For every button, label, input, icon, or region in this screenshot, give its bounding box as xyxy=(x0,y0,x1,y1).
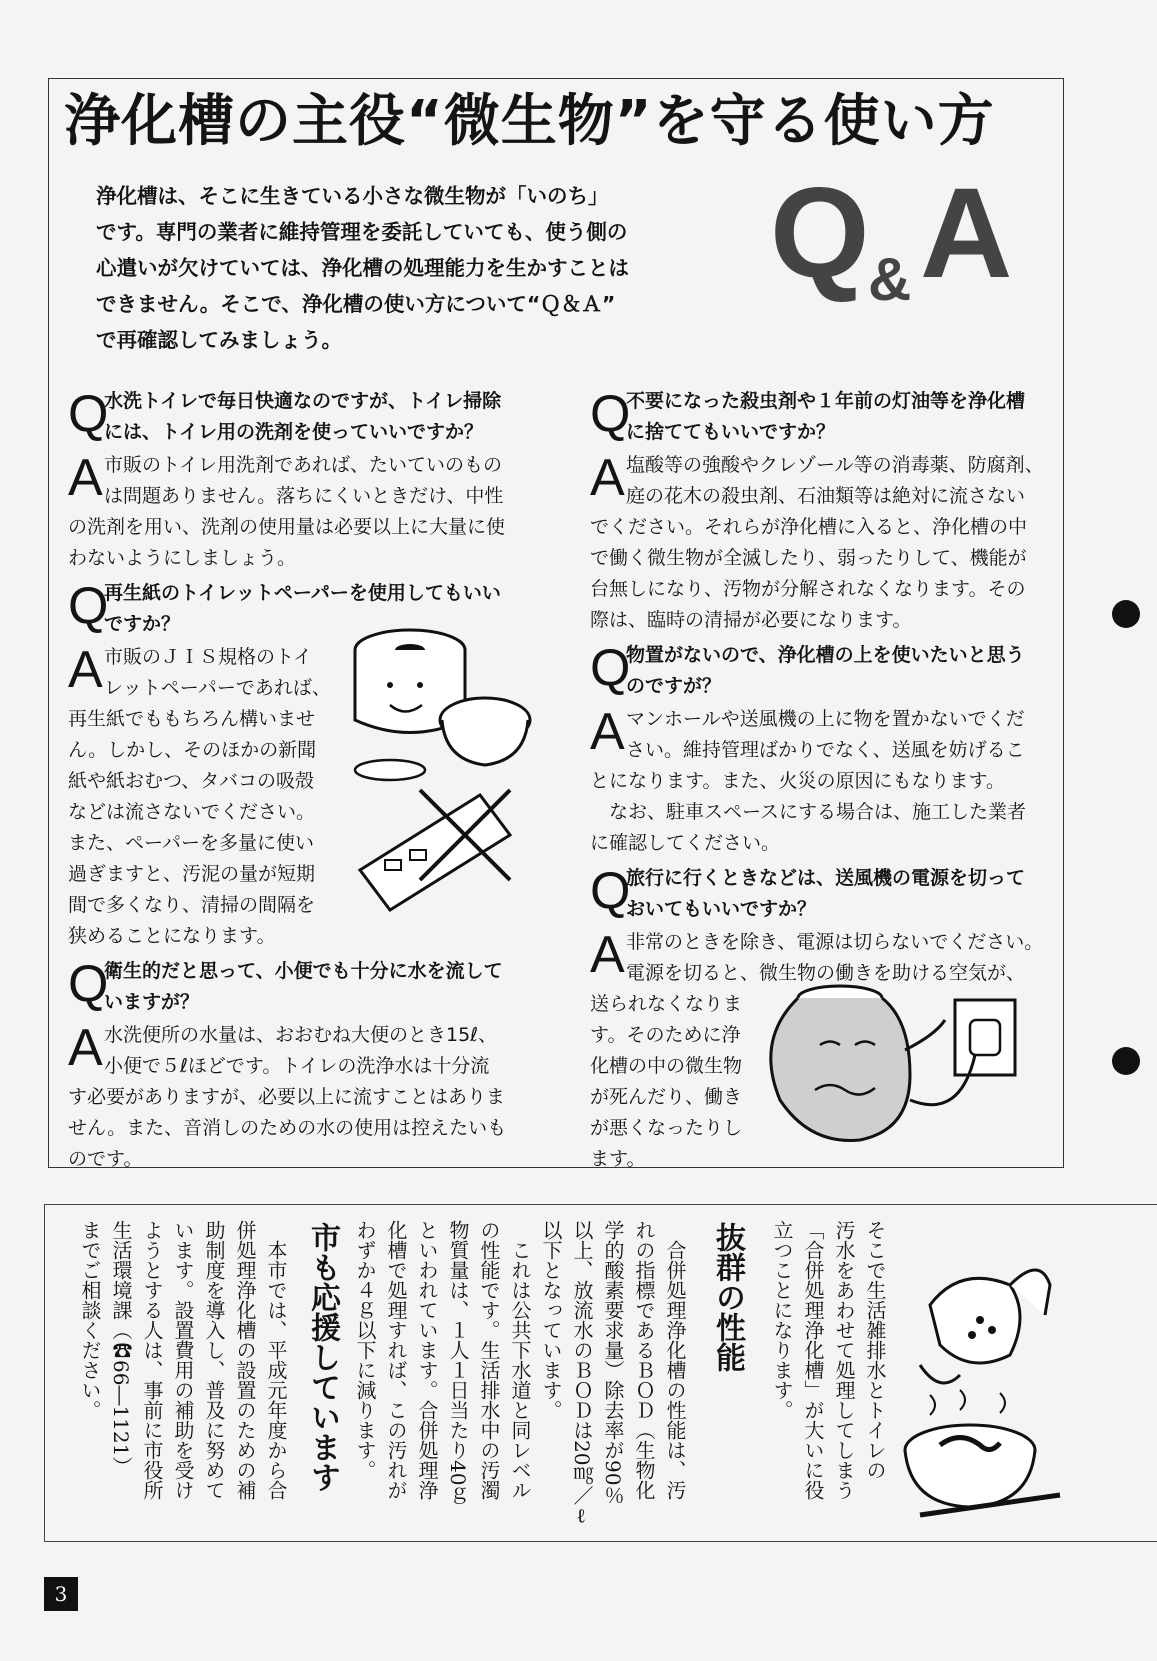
answer-line: 市販のトイレ用洗剤であれば、たいていのもの xyxy=(104,454,503,476)
answer-line: 市販のＪＩＳ規格のトイ xyxy=(104,646,313,668)
answer-line: 間で多くなり、清掃の間隔を xyxy=(68,894,316,916)
intro-text xyxy=(96,178,686,358)
answer-line: で働く微生物が全滅したり、弱ったりして、機能が xyxy=(590,547,1027,569)
answer-line: 狭めることになります。 xyxy=(68,925,276,947)
question-line: おいてもいいですか？ xyxy=(626,898,817,920)
question xyxy=(590,386,1050,448)
question-line: のですが？ xyxy=(626,675,722,697)
answer xyxy=(68,1020,528,1175)
answer-line: ます。 xyxy=(590,1148,646,1170)
q-mark: Q xyxy=(590,385,631,443)
answer-line: は問題ありません。落ちにくいときだけ、中性 xyxy=(104,485,504,507)
a-mark: A xyxy=(590,703,625,761)
q-mark: Q xyxy=(590,639,631,697)
text-line: 汚水をあわせて処理してしまう xyxy=(832,1220,856,1500)
question-line: 衛生的だと思って、小便でも十分に水を流して xyxy=(104,960,503,982)
text-line: 本市では、平成元年度から合 xyxy=(264,1240,288,1500)
text-line: ようとする人は、事前に市役所 xyxy=(140,1220,164,1500)
answer-line: せん。また、音消しのための水の使用は控えたいも xyxy=(68,1117,507,1139)
answer xyxy=(590,704,1050,859)
intro-line: 心遣いが欠けていては、浄化槽の処理能力を生かすことは xyxy=(96,256,629,280)
answer-line: でください。それらが浄化槽に入ると、浄化槽の中 xyxy=(590,516,1028,538)
question-line: に捨ててもいいですか？ xyxy=(626,421,836,443)
text-line: これは公共下水道と同レベル xyxy=(508,1240,532,1500)
question xyxy=(68,956,528,1018)
intro-line: で再確認してみましょう。 xyxy=(96,328,342,352)
q-mark: Q xyxy=(590,862,631,920)
question xyxy=(590,863,1050,925)
heading-performance: 抜群の性能 xyxy=(710,1222,745,1372)
question-line: ですか？ xyxy=(104,613,181,635)
logo-q: Q xyxy=(770,172,870,305)
a-mark: A xyxy=(68,1019,103,1077)
answer-line: レットペーパーであれば、 xyxy=(104,677,331,699)
answer-line: 紙や紙おむつ、タバコの吸殻 xyxy=(68,770,315,792)
answer-line: 台無しになり、汚物が分解されなくなります。その xyxy=(590,578,1026,600)
answer-line: す必要がありますが、必要以上に流すことはありま xyxy=(68,1086,506,1108)
answer-line: などは流さないでください。 xyxy=(68,801,316,823)
answer-line: 非常のときを除き、電源は切らないでください。 xyxy=(626,931,1044,953)
text-line: 立つことになります。 xyxy=(770,1220,794,1420)
bottom-intro-column xyxy=(760,1220,890,1530)
question-line: 水洗トイレで毎日快適なのですが、トイレ掃除 xyxy=(104,390,502,412)
answer-line: 過ぎますと、汚泥の量が短期 xyxy=(68,863,316,885)
answer-line: とになります。また、火災の原因にもなります。 xyxy=(590,770,1005,792)
question xyxy=(590,640,1050,702)
answer-line: のです。 xyxy=(68,1148,143,1170)
answer-line: わないようにしましょう。 xyxy=(68,547,297,569)
binding-hole xyxy=(1112,600,1140,628)
answer-line: ん。しかし、そのほかの新聞 xyxy=(68,739,317,761)
answer xyxy=(590,450,1050,636)
question-line: 物置がないので、浄化槽の上を使いたいと思う xyxy=(626,644,1025,666)
answer-line: 再生紙でももちろん構いませ xyxy=(68,708,316,730)
answer-line: また、ペーパーを多量に使い xyxy=(68,832,315,854)
text-line: 以下となっています。 xyxy=(539,1220,563,1420)
heading-city-support: 市も応援しています xyxy=(305,1222,340,1492)
a-mark: A xyxy=(68,449,103,507)
text-line: 「合併処理浄化槽」が大いに役 xyxy=(801,1220,825,1500)
text-line: 以上、放流水のＢＯＤは20㎎／ℓ xyxy=(570,1220,594,1528)
logo-a: A xyxy=(920,172,1013,305)
text-line: 学的酸素要求量）除去率が90％ xyxy=(601,1220,625,1506)
answer-line: 際は、臨時の清掃が必要になります。 xyxy=(590,609,912,631)
page-title: 浄化槽の主役“微生物”を守る使い方 xyxy=(64,89,995,154)
question xyxy=(68,386,528,448)
answer-line: 小便で５ℓほどです。トイレの洗浄水は十分流 xyxy=(104,1055,490,1077)
answer-line: 送られなくなりま xyxy=(590,993,743,1015)
toilet-paper-illustration xyxy=(350,620,540,920)
answer-line: 電源を切ると、微生物の働きを助ける空気が、 xyxy=(626,962,1026,984)
a-mark: A xyxy=(590,449,625,507)
binding-hole xyxy=(1112,1047,1140,1075)
question-line: 再生紙のトイレットペーパーを使用してもいい xyxy=(104,582,501,604)
city-support-column xyxy=(66,1220,291,1530)
logo-amp: & xyxy=(868,246,912,312)
text-line: 物質量は、１人１日当たり40ｇ xyxy=(446,1220,470,1506)
text-line: の性能です。生活排水中の汚濁 xyxy=(477,1220,501,1500)
page-number: 3 xyxy=(44,1577,78,1611)
answer-line: す。そのために浄 xyxy=(590,1024,741,1046)
text-line: います。設置費用の補助を受け xyxy=(171,1220,195,1500)
text-line: 併処理浄化槽の設置のための補 xyxy=(233,1220,257,1500)
text-line: そこで生活雑排水とトイレの xyxy=(863,1220,887,1480)
intro-line: です。専門の業者に維持管理を委託していても、使う側の xyxy=(96,220,628,244)
answer xyxy=(68,450,528,574)
intro-line: 浄化槽は、そこに生きている小さな微生物が「いのち」 xyxy=(96,184,609,208)
question-line: いますが？ xyxy=(104,991,200,1013)
answer-line: が悪くなったりし xyxy=(590,1117,743,1139)
washing-illustration xyxy=(900,1245,1080,1525)
question-line: 旅行に行くときなどは、送風機の電源を切って xyxy=(626,867,1026,889)
question-line: 不要になった殺虫剤や１年前の灯油等を浄化槽 xyxy=(626,390,1026,412)
text-line: 化槽で処理すれば、この汚れが xyxy=(384,1220,408,1500)
q-mark: Q xyxy=(68,577,109,635)
answer-line: なお、駐車スペースにする場合は、施工した業者 xyxy=(609,801,1027,823)
answer-line: さい。維持管理ばかりでなく、送風を妨げるこ xyxy=(626,739,1025,761)
answer-line: 塩酸等の強酸やクレゾール等の消毒薬、防腐剤、 xyxy=(626,454,1044,476)
answer-line: に確認してください。 xyxy=(590,832,781,854)
text-line: わずか４ｇ以下に減ります。 xyxy=(353,1220,377,1480)
answer-line: 水洗便所の水量は、おおむね大便のとき15ℓ、 xyxy=(104,1024,498,1046)
q-mark: Q xyxy=(68,385,109,443)
intro-line: できません。そこで、浄化槽の使い方について“Ｑ＆Ａ” xyxy=(96,292,616,316)
qa-logo xyxy=(770,172,1060,312)
q-mark: Q xyxy=(68,955,109,1013)
answer-line: 庭の花木の殺虫剤、石油類等は絶対に流さない xyxy=(626,485,1026,507)
performance-column xyxy=(340,1220,690,1530)
text-line: といわれています。合併処理浄 xyxy=(415,1220,439,1500)
a-mark: A xyxy=(68,641,103,699)
text-line: 助制度を導入し、普及に努めて xyxy=(202,1220,226,1500)
question-line: には、トイレ用の洗剤を使っていいですか？ xyxy=(104,421,484,443)
text-line: までご相談ください。 xyxy=(78,1220,102,1420)
text-line: 生活環境課（☎66―1121） xyxy=(109,1220,133,1477)
answer-line: が死んだり、働き xyxy=(590,1086,743,1108)
answer xyxy=(68,642,344,952)
answer-line: 化槽の中の微生物 xyxy=(590,1055,743,1077)
answer-line: マンホールや送風機の上に物を置かないでくだ xyxy=(626,708,1025,730)
septic-tank-illustration xyxy=(760,980,1030,1150)
answer-line: の洗剤を用い、洗剤の使用量は必要以上に大量に使 xyxy=(68,516,506,538)
a-mark: A xyxy=(590,926,625,984)
text-line: 合併処理浄化槽の性能は、汚 xyxy=(663,1240,687,1500)
text-line: れの指標であるＢＯＤ（生物化 xyxy=(632,1220,656,1500)
